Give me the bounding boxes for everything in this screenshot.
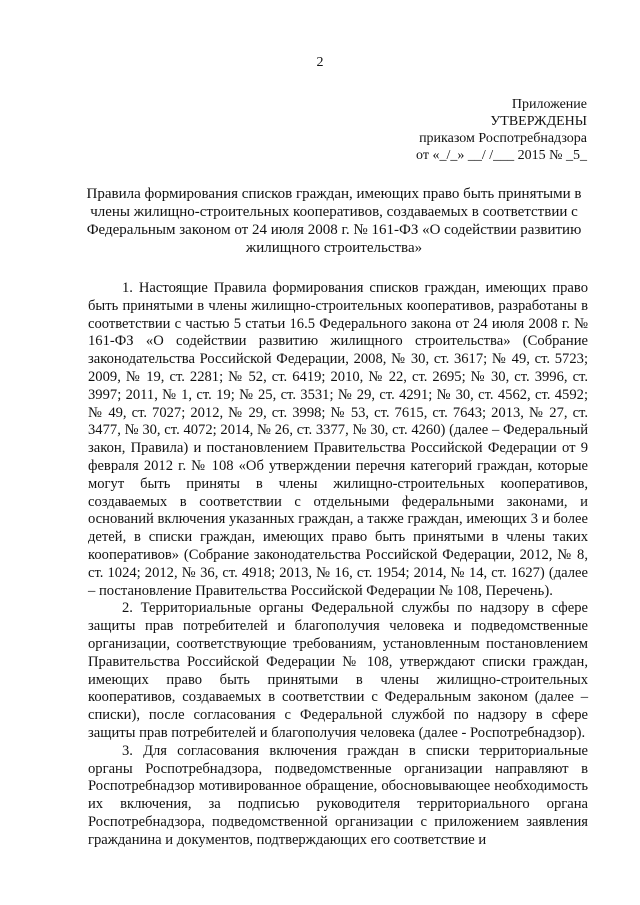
paragraph-1: 1. Настоящие Правила формирования списков граждан, имеющих право быть принятыми в члены жилищно-строительных кооперативов, разработаны в соответствии с частью 5 статьи 16.5 Федерального закона от 24 июля 2008 г. № 161-ФЗ «О содействии развитию жилищного строительства» (Собрание законодательства Российской Федерации, 2008, № 30, ст. 3617; № 49, ст. 5723; 2009, № 19, ст. 2281; № 52, ст. 6419; 2010, № 22, ст. 2695; № 30, ст. 3996, ст. 3997; 2011, № 1, ст. 19; № 25, ст. 3531; № 29, ст. 4291; № 30, ст. 4562, ст. 4592; № 49, ст. 7027; 2012, № 29, ст. 3998; № 53, ст. 7615, ст. 7643; 2013, № 27, ст. 3477, № 30, ст. 4072; 2014, № 26, ст. 3377, № 30, ст. 4260) (далее – Федеральный закон, Правила) и постановлением Правительства Российской Федерации от 9 февраля 2012 г. № 108 «Об утверждении перечня категорий граждан, которые могут быть приняты в члены жилищно-строительных кооперативов, создаваемых в соответствии с отдельными федеральными законами, и оснований включения указанных граждан, а также граждан, имеющих 3 и более детей, в списки граждан, имеющих право быть принятыми в члены таких кооперативов» (Собрание законодательства Российской Федерации, 2012, № 8, ст. 1024; 2012, № 36, ст. 4918; 2013, № 16, ст. 1954; 2014, № 14, ст. 1627) (далее – постановление Правительства Российской Федерации № 108, Перечень). <box>88 280 588 599</box>
approval-appendix-label: Приложение <box>511 97 587 112</box>
document-body <box>88 280 588 850</box>
approval-date-number: от «_/_» __/ /___ 2015 № _5_ <box>416 148 587 163</box>
approval-block <box>416 96 587 164</box>
approval-approved-label: УТВЕРЖДЕНЫ <box>490 114 587 129</box>
paragraph-3: 3. Для согласования включения граждан в списки территориальные органы Роспотребнадзора, подведомственные организации направляют в Роспотребнадзор мотивированное обращение, обосновывающее необходимость их включения, за подписью руководителя территориального органа Роспотребнадзора, подведомственной организации с приложением заявления гражданина и документов, подтверждающих его соответствие и <box>88 742 588 848</box>
approval-order-label: приказом Роспотребнадзора <box>419 131 587 146</box>
page-number: 2 <box>316 55 324 70</box>
paragraph-2: 2. Территориальные органы Федеральной службы по надзору в сфере защиты прав потребителей и благополучия человека и подведомственные организации, соответствующие требованиям, установленным постановлением Правительства Российской Федерации № 108, утверждают списки граждан, имеющих право быть принятыми в члены жилищно-строительных кооперативов, создаваемых в соответствии с Федеральным законом (далее – списки), после согласования с Федеральной службой по надзору в сфере защиты прав потребителей и благополучия человека (далее - Роспотребнадзор). <box>88 600 588 741</box>
document-title: Правила формирования списков граждан, имеющих право быть принятыми в члены жилищно-строительных кооперативов, создаваемых в соответствии с Федеральным законом от 24 июля 2008 г. № 161-ФЗ «О содействии развитию жилищного строительства» <box>86 186 582 256</box>
